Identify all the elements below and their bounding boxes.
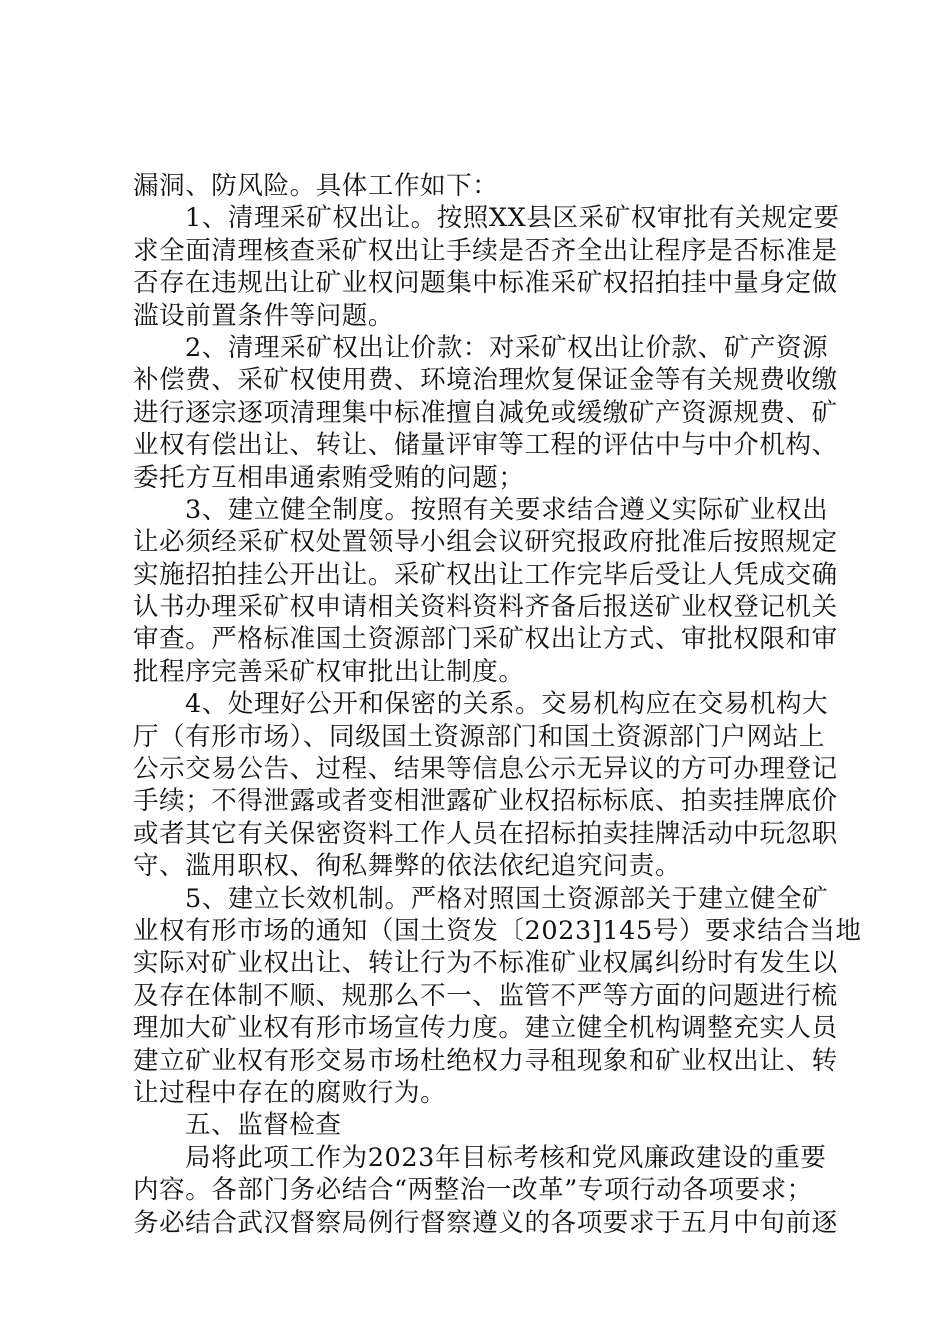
text-line: 实施招拍挂公开出让。采矿权出让工作完毕后受让人凭成交确	[133, 559, 838, 590]
text-line: 手续；不得泄露或者变相泄露矿业权招标标底、拍卖挂牌底价	[133, 786, 838, 817]
text-line: 公示交易公告、过程、结果等信息公示无异议的方可办理登记	[133, 754, 838, 785]
text-line: 建立矿业权有形交易市场杜绝权力寻租现象和矿业权出让、转	[133, 1045, 838, 1076]
text-line: 1、清理采矿权出让。按照XX县区采矿权审批有关规定要	[185, 203, 840, 234]
text-line: 2、清理采矿权出让价款：对采矿权出让价款、矿产资源	[185, 332, 829, 363]
text-line: 或者其它有关保密资料工作人员在招标拍卖挂牌活动中玩忽职	[133, 818, 838, 849]
text-line: 否存在违规出让矿业权问题集中标准采矿权招拍挂中量身定做	[133, 268, 838, 299]
text-line: 认书办理采矿权申请相关资料资料齐备后报送矿业权登记机关	[133, 592, 838, 623]
text-line: 进行逐宗逐项清理集中标准擅自减免或缓缴矿产资源规费、矿	[133, 397, 838, 428]
text-line: 业权有形市场的通知（国土资发〔2023]145号）要求结合当地	[133, 915, 862, 946]
text-line: 理加大矿业权有形市场宣传力度。建立健全机构调整充实人员	[133, 1013, 838, 1044]
text-line: 务必结合武汉督察局例行督察遵义的各项要求于五月中旬前逐	[133, 1207, 838, 1238]
text-line: 4、处理好公开和保密的关系。交易机构应在交易机构大	[185, 689, 829, 720]
text-line: 业权有偿出让、转让、储量评审等工程的评估中与中介机构、	[133, 430, 838, 461]
text-line: 让过程中存在的腐败行为。	[133, 1077, 447, 1108]
text-line: 3、建立健全制度。按照有关要求结合遵义实际矿业权出	[185, 494, 829, 525]
text-line: 5、建立长效机制。严格对照国土资源部关于建立健全矿	[185, 883, 829, 914]
text-line: 内容。各部门务必结合“两整治一改革”专项行动各项要求；	[133, 1175, 813, 1206]
text-line: 五、监督检查	[185, 1110, 342, 1141]
document-body	[133, 170, 862, 1239]
text-line: 批程序完善采矿权审批出让制度。	[133, 656, 525, 687]
text-line: 让必须经采矿权处置领导小组会议研究报政府批准后按照规定	[133, 527, 838, 558]
text-line: 及存在体制不顺、规那么不一、监管不严等方面的问题进行梳	[133, 980, 838, 1011]
text-line: 实际对矿业权出让、转让行为不标准矿业权属纠纷时有发生以	[133, 948, 838, 979]
text-line: 委托方互相串通索贿受贿的问题；	[133, 462, 525, 493]
text-line: 审查。严格标准国土资源部门采矿权出让方式、审批权限和审	[133, 624, 838, 655]
text-line: 漏洞、防风险。具体工作如下：	[133, 171, 499, 201]
text-line: 求全面清理核查采矿权出让手续是否齐全出让程序是否标准是	[133, 235, 838, 266]
text-line: 局将此项工作为2023年目标考核和党风廉政建设的重要	[185, 1142, 827, 1173]
text-line: 滥设前置条件等问题。	[133, 300, 395, 331]
text-line: 补偿费、采矿权使用费、环境治理炊复保证金等有关规费收缴	[133, 365, 838, 396]
text-line: 守、滥用职权、徇私舞弊的依法依纪追究问责。	[133, 851, 682, 882]
text-line: 厅（有形市场）、同级国土资源部门和国土资源部门户网站上	[133, 721, 825, 752]
